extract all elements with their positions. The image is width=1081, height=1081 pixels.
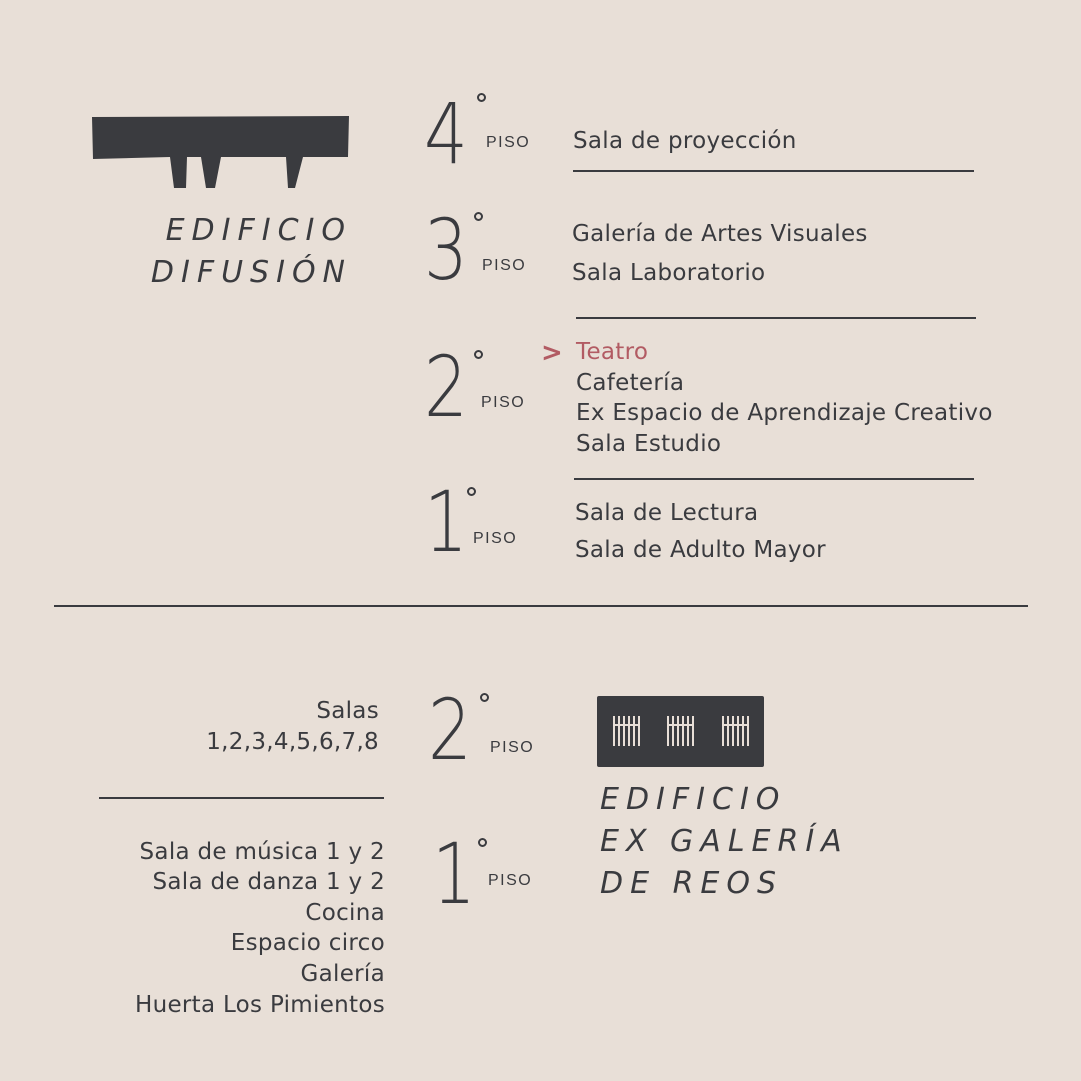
room-huerta-los-pimientos: Huerta Los Pimientos bbox=[134, 992, 385, 1018]
room-teatro: Teatro bbox=[576, 339, 649, 365]
floor-divider bbox=[573, 170, 974, 172]
building-name-ex-galeria: EDIFICIO EX GALERÍA DE REOS bbox=[600, 782, 849, 901]
floor-number-3: 3 bbox=[424, 201, 468, 299]
floor-number-2: 2 bbox=[428, 681, 472, 779]
degree-icon bbox=[480, 693, 489, 702]
floor-divider bbox=[99, 797, 384, 799]
floor-label: PISO bbox=[490, 739, 535, 756]
building-name-difusion: EDIFICIO DIFUSIÓN bbox=[150, 213, 352, 290]
room-salas: Salas bbox=[316, 698, 379, 724]
floor-label: PISO bbox=[482, 257, 527, 274]
room-sala-estudio: Sala Estudio bbox=[576, 431, 722, 457]
room-galeria-artes-visuales: Galería de Artes Visuales bbox=[572, 221, 868, 247]
room-galeria: Galería bbox=[300, 961, 385, 987]
floor-label: PISO bbox=[473, 530, 518, 547]
degree-icon bbox=[478, 838, 487, 847]
current-location-marker: > bbox=[541, 338, 563, 368]
floor-divider bbox=[574, 478, 974, 480]
building-separator bbox=[54, 605, 1028, 607]
floor-label: PISO bbox=[481, 394, 526, 411]
degree-icon bbox=[467, 487, 476, 496]
floor-number-2: 2 bbox=[424, 338, 468, 436]
room-ex-espacio-aprendizaje: Ex Espacio de Aprendizaje Creativo bbox=[576, 400, 993, 426]
room-sala-lectura: Sala de Lectura bbox=[575, 500, 759, 526]
floor-number-4: 4 bbox=[424, 85, 468, 183]
degree-icon bbox=[477, 93, 486, 102]
room-sala-proyeccion: Sala de proyección bbox=[573, 128, 797, 154]
room-sala-musica: Sala de música 1 y 2 bbox=[139, 839, 385, 865]
building-ex-galeria-icon bbox=[597, 696, 765, 768]
floor-number-1: 1 bbox=[424, 473, 468, 571]
building-difusion-icon bbox=[90, 115, 352, 193]
room-cafeteria: Cafetería bbox=[576, 370, 685, 396]
degree-icon bbox=[474, 212, 483, 221]
floor-label: PISO bbox=[488, 872, 533, 889]
floor-divider bbox=[576, 317, 976, 319]
room-salas-numbers: 1,2,3,4,5,6,7,8 bbox=[206, 729, 379, 755]
room-sala-danza: Sala de danza 1 y 2 bbox=[152, 869, 385, 895]
floor-number-1: 1 bbox=[432, 825, 476, 923]
room-espacio-circo: Espacio circo bbox=[230, 930, 385, 956]
room-sala-laboratorio: Sala Laboratorio bbox=[572, 260, 766, 286]
floor-label: PISO bbox=[486, 134, 531, 151]
degree-icon bbox=[474, 350, 483, 359]
room-cocina: Cocina bbox=[305, 900, 385, 926]
room-sala-adulto-mayor: Sala de Adulto Mayor bbox=[575, 537, 826, 563]
